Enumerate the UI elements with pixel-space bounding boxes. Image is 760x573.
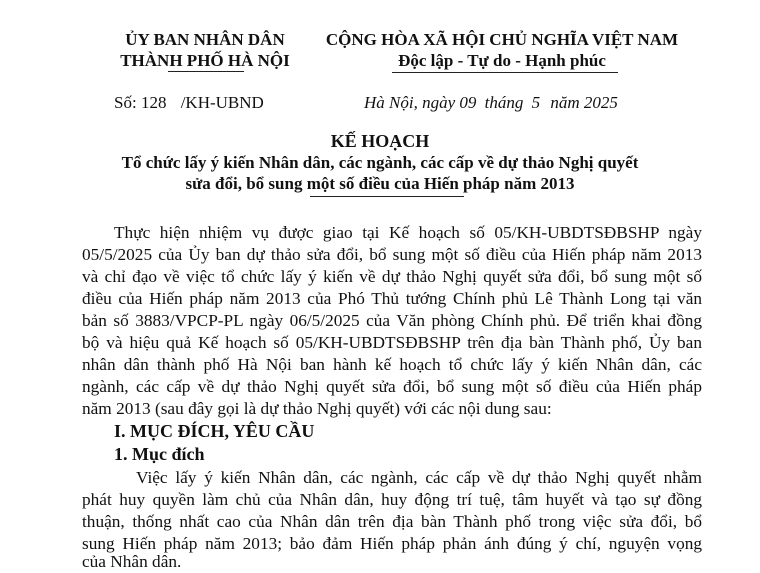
intro-line: điều của Hiến pháp năm 2013 của Phó Thủ tướng Chính phủ Lê Thành Long tại văn bbox=[82, 289, 702, 308]
national-motto: Độc lập - Tự do - Hạnh phúc bbox=[398, 51, 606, 70]
purpose-line: Việc lấy ý kiến Nhân dân, các ngành, các cấp về dự thảo Nghị quyết nhằm bbox=[136, 468, 702, 487]
issuing-org-underline bbox=[168, 71, 244, 72]
number-label: Số: bbox=[114, 93, 137, 112]
purpose-line: sung Hiến pháp năm 2013; bảo đảm Hiến pháp phản ánh đúng ý chí, nguyện vọng bbox=[82, 534, 702, 553]
document-type-title: KẾ HOẠCH bbox=[330, 131, 430, 151]
document-number bbox=[114, 92, 264, 114]
purpose-line: thuận, thống nhất cao của Nhân dân trên địa bàn Thành phố trong việc sửa đổi, bổ bbox=[82, 512, 702, 531]
intro-line: và chỉ đạo về việc tổ chức lấy ý kiến về dự thảo Nghị quyết sửa đổi, bổ sung một số bbox=[82, 267, 702, 286]
intro-line: năm 2013 (sau đây gọi là dự thảo Nghị quyết) với các nội dung sau: bbox=[82, 399, 552, 418]
document-subject-line2: sửa đổi, bổ sung một số điều của Hiến pháp năm 2013 bbox=[185, 174, 575, 193]
number-value: 128 bbox=[140, 93, 167, 112]
intro-line: nhân dân thành phố Hà Nội ban hành kế hoạch tổ chức lấy ý kiến Nhân dân, các bbox=[82, 355, 702, 374]
year-label: năm 2025 bbox=[550, 93, 618, 112]
issuing-org-line1: ỦY BAN NHÂN DÂN bbox=[125, 30, 285, 49]
intro-line: 05/5/2025 của Ủy ban dự thảo sửa đổi, bổ sung một số điều của Hiến pháp năm 2013 bbox=[82, 245, 702, 264]
date-month: 5 bbox=[531, 93, 541, 112]
subsection-heading: 1. Mục đích bbox=[114, 444, 205, 464]
intro-line: bản số 3883/VPCP-PL ngày 06/5/2025 của Văn phòng Chính phủ. Để triển khai đồng bbox=[82, 311, 702, 330]
intro-line: Thực hiện nhiệm vụ được giao tại Kế hoạch số 05/KH-UBDTSĐBSHP ngày bbox=[114, 223, 702, 242]
intro-line: bộ và hiệu quả Kế hoạch số 05/KH-UBDTSĐBSHP trên địa bàn Thành phố, Ủy ban bbox=[82, 333, 702, 352]
number-suffix: /KH-UBND bbox=[180, 93, 264, 112]
purpose-line: phát huy quyền làm chủ của Nhân dân, huy động trí tuệ, tâm huyết và tạo sự đồng bbox=[82, 490, 702, 509]
place-date bbox=[364, 92, 618, 114]
purpose-line: của Nhân dân. bbox=[82, 552, 182, 571]
issuing-org-line2: THÀNH PHỐ HÀ NỘI bbox=[120, 51, 290, 70]
subject-underline bbox=[310, 196, 464, 197]
section-heading: I. MỤC ĐÍCH, YÊU CẦU bbox=[114, 421, 315, 441]
month-label: tháng bbox=[484, 93, 524, 112]
date-day: 09 bbox=[459, 93, 477, 112]
national-title: CỘNG HÒA XÃ HỘI CHỦ NGHĨA VIỆT NAM bbox=[325, 30, 679, 49]
intro-line: ngành, các cấp về dự thảo Nghị quyết sửa đổi, bổ sung một số điều của Hiến pháp bbox=[82, 377, 702, 396]
place-date-prefix: Hà Nội, ngày bbox=[364, 93, 456, 112]
national-motto-underline bbox=[392, 72, 618, 73]
document-subject-line1: Tổ chức lấy ý kiến Nhân dân, các ngành, các cấp về dự thảo Nghị quyết bbox=[121, 153, 639, 172]
